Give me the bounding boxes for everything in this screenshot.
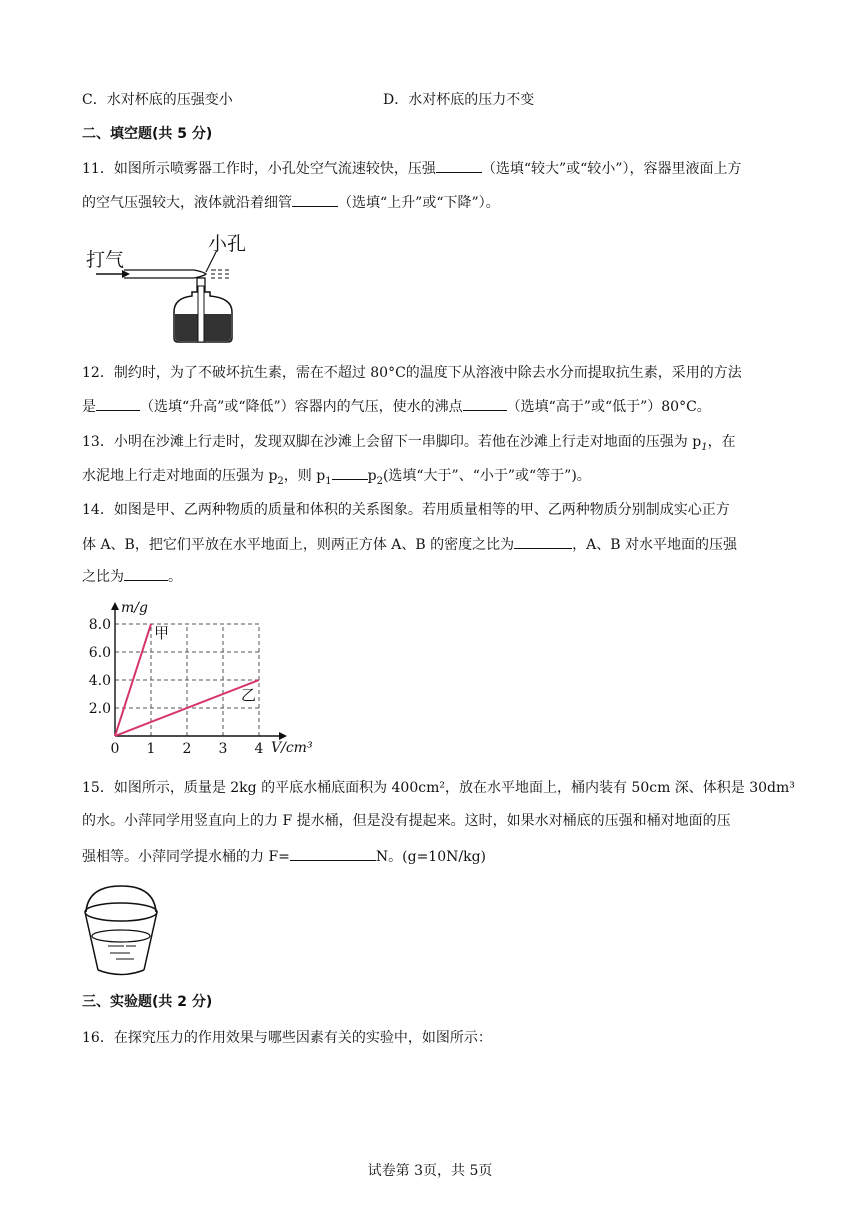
q15-text: N。(g=10N/kg) [375,849,486,865]
q12-blank-2[interactable] [463,396,507,411]
q14-text: ，A、B 对水平地面的压强 [572,537,738,553]
chart-axes [111,602,287,740]
q12-line-2 [82,396,711,417]
q13-subscript: 2 [277,475,284,487]
q10-option-d: D．水对杯底的压力不变 [383,92,535,108]
q15-blank[interactable] [290,846,376,861]
section-title-fill-in: 二、填空题(共 5 分) [82,126,213,142]
q11-text: （选填“较大”或“较小”），容器里液面上方 [481,161,742,177]
y-tick-label: 4.0 [88,673,111,689]
x-tick-label: 0 [110,741,120,757]
q15-line-3 [82,846,486,867]
fig-label-hole: 小孔 [208,233,247,255]
q15-text: 强相等。小萍同学提水桶的力 F= [82,849,290,865]
q11-line-1 [82,158,741,179]
series-label: 乙 [241,686,257,704]
section-title-experiment: 三、实验题(共 2 分) [82,994,213,1010]
y-tick-label: 8.0 [88,617,111,633]
page-footer: 试卷第 3页，共 5页 [367,1163,493,1179]
q14-text: 体 A、B，把它们平放在水平地面上，则两正方体 A、B 的密度之比为 [82,537,515,553]
q12-blank-1[interactable] [96,396,140,411]
q14-blank-1[interactable] [514,534,572,549]
x-tick-label: 3 [218,741,228,757]
x-tick-label: 2 [182,741,192,757]
q10-option-c: C．水对杯底的压强变小 [82,92,233,108]
q13-line-1 [82,432,736,458]
q14-text: 之比为 [82,569,124,585]
q13-subscript: 1 [325,475,332,487]
q13-text: 13．小明在沙滩上行走时，发现双脚在沙滩上会留下一串脚印。若他在沙滩上行走对地面的压强为 p [82,434,702,450]
y-tick-label: 2.0 [88,701,111,717]
q15-line-2: 的水。小萍同学用竖直向上的力 F 提水桶，但是没有提起来。这时，如果水对桶底的压强和桶对地面的压 [82,813,731,829]
bucket-figure [80,882,162,980]
q14-line-2 [82,534,737,555]
sprayer-figure [84,226,254,346]
q12-text: 是 [82,399,96,415]
q13-text: ，则 p [283,468,326,484]
q13-subscript: 1 [701,441,708,453]
q12-text: （选填“高于”或“低于”）80°C。 [506,399,711,415]
q11-blank-1[interactable] [436,158,482,173]
q15-line-1: 15．如图所示，质量是 2kg 的平底水桶底面积为 400cm²，放在水平地面上，桶内装有 50cm 深、体积是 30dm³ [82,780,795,796]
x-tick-label: 4 [254,741,264,757]
q11-blank-2[interactable] [292,192,338,207]
q13-line-2 [82,465,591,492]
x-tick-label: 1 [146,741,156,757]
q11-text: （选填“上升”或“下降”）。 [338,195,500,211]
q13-blank[interactable] [332,465,368,480]
q14-line-3 [82,566,182,587]
q13-subscript: 2 [376,475,383,487]
q11-text: 的空气压强较大，液体就沿着细管 [82,195,292,211]
y-axis-arrow [111,602,119,610]
chart-grid [115,624,259,736]
q13-text: (选填“大于”、“小于”或“等于”)。 [382,468,591,484]
q11-line-2 [82,192,500,213]
q16-line-1: 16．在探究压力的作用效果与哪些因素有关的实验中，如图所示： [82,1030,492,1046]
fig-label-pump: 打气 [86,249,125,271]
y-tick-label: 6.0 [88,645,111,661]
x-axis-arrow [279,732,287,740]
series-label: 甲 [154,624,170,642]
q14-line-1: 14．如图是甲、乙两种物质的质量和体积的关系图象。若用质量相等的甲、乙两种物质分别制成实心正方 [82,502,730,518]
q11-text: 11．如图所示喷雾器工作时，小孔处空气流速较快，压强 [82,161,436,177]
q12-text: （选填“升高”或“降低”）容器内的气压，使水的沸点 [140,399,463,415]
q13-text: p [367,468,377,484]
q13-text: ，在 [707,434,736,450]
q14-text: 。 [168,569,182,585]
q12-line-1: 12．制约时，为了不破坏抗生素，需在不超过 80°C的温度下从溶液中除去水分而提取抗生素，采用的方法 [82,365,742,381]
mass-volume-chart [78,598,328,764]
y-axis-label: m/g [121,600,148,616]
q14-blank-2[interactable] [124,566,168,581]
q13-text: 水泥地上行走对地面的压强为 p [82,468,278,484]
x-axis-label: V/cm³ [271,740,313,756]
